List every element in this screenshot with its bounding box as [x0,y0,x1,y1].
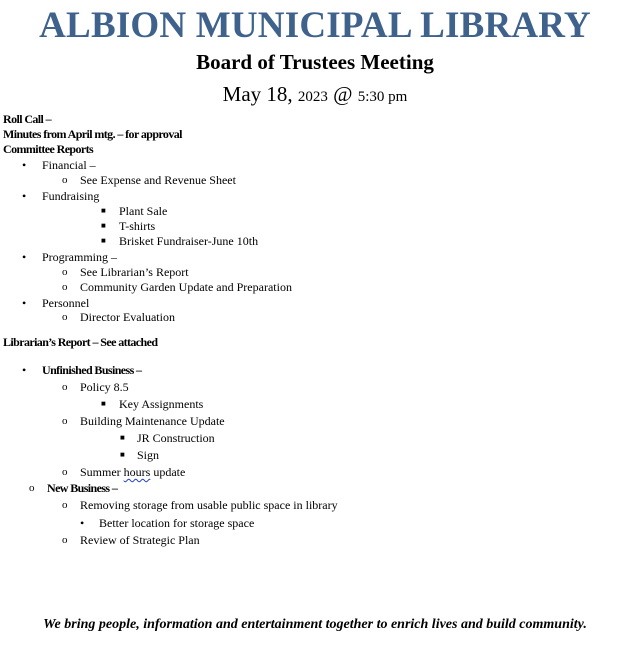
minutes-approval: Minutes from April mtg. – for approval [3,127,182,141]
librarian-report: Librarian’s Report – See attached [3,335,158,349]
fundraising-item: Fundraising [42,189,100,203]
bullet-disc-icon: • [22,158,27,172]
bullet-circle-icon: o [62,281,68,293]
bullet-square-icon: ■ [101,236,106,245]
financial-subitem: See Expense and Revenue Sheet [80,173,236,187]
bullet-square-icon: ■ [101,206,106,215]
summer-hours-suffix: update [150,465,186,479]
building-maintenance: Building Maintenance Update [80,414,225,428]
bullet-disc-icon: • [22,250,27,264]
new-business: New Business – [47,481,118,495]
bullet-circle-icon: o [62,466,68,478]
bullet-disc-icon: • [22,296,27,310]
summer-hours-prefix: Summer [80,465,124,479]
bullet-disc-icon: • [22,189,27,203]
meeting-time: 5:30 pm [357,89,408,105]
mission-statement: We bring people, information and entertainment together to enrich lives and build community. [43,617,587,632]
bullet-circle-icon: o [62,311,68,323]
bullet-circle-icon: o [62,174,68,186]
bullet-square-icon: ■ [120,450,125,459]
bullet-circle-icon: o [62,499,68,511]
bullet-circle-icon: o [62,534,68,546]
financial-item: Financial – [42,158,96,172]
personnel-subitem: Director Evaluation [80,310,175,324]
bullet-square-icon: ■ [101,221,106,230]
strategic-plan: Review of Strategic Plan [80,533,200,547]
fundraising-plant-sale: Plant Sale [119,204,168,218]
fundraising-tshirts: T-shirts [119,219,156,233]
better-location: Better location for storage space [99,516,255,530]
removing-storage: Removing storage from usable public space in library [80,498,338,512]
key-assignments: Key Assignments [119,397,204,411]
programming-librarian-report: See Librarian’s Report [80,265,189,279]
bullet-square-icon: ■ [101,399,106,408]
meeting-year: 2023 [297,89,328,105]
sign-item: Sign [137,448,160,462]
summer-hours-word: hours [123,465,151,479]
bullet-circle-icon: o [29,482,35,494]
policy-item: Policy 8.5 [80,380,129,394]
personnel-item: Personnel [42,296,90,310]
meeting-title: Board of Trustees Meeting [196,50,434,74]
bullet-disc-icon: • [80,516,85,530]
unfinished-business: Unfinished Business – [42,363,142,377]
bullet-square-icon: ■ [120,433,125,442]
programming-community-garden: Community Garden Update and Preparation [80,280,292,294]
roll-call: Roll Call – [3,112,52,126]
bullet-circle-icon: o [62,415,68,427]
bullet-disc-icon: • [22,363,27,377]
bullet-circle-icon: o [62,381,68,393]
jr-construction: JR Construction [137,431,215,445]
programming-item: Programming – [42,250,117,264]
summer-hours [80,465,185,479]
fundraising-brisket: Brisket Fundraiser-June 10th [119,234,259,248]
meeting-date [0,82,630,107]
at-symbol: @ [333,82,353,106]
committee-reports-heading: Committee Reports [3,142,94,156]
date-part: May 18, [222,82,293,106]
bullet-circle-icon: o [62,266,68,278]
library-name: ALBION MUNICIPAL LIBRARY [39,5,591,46]
